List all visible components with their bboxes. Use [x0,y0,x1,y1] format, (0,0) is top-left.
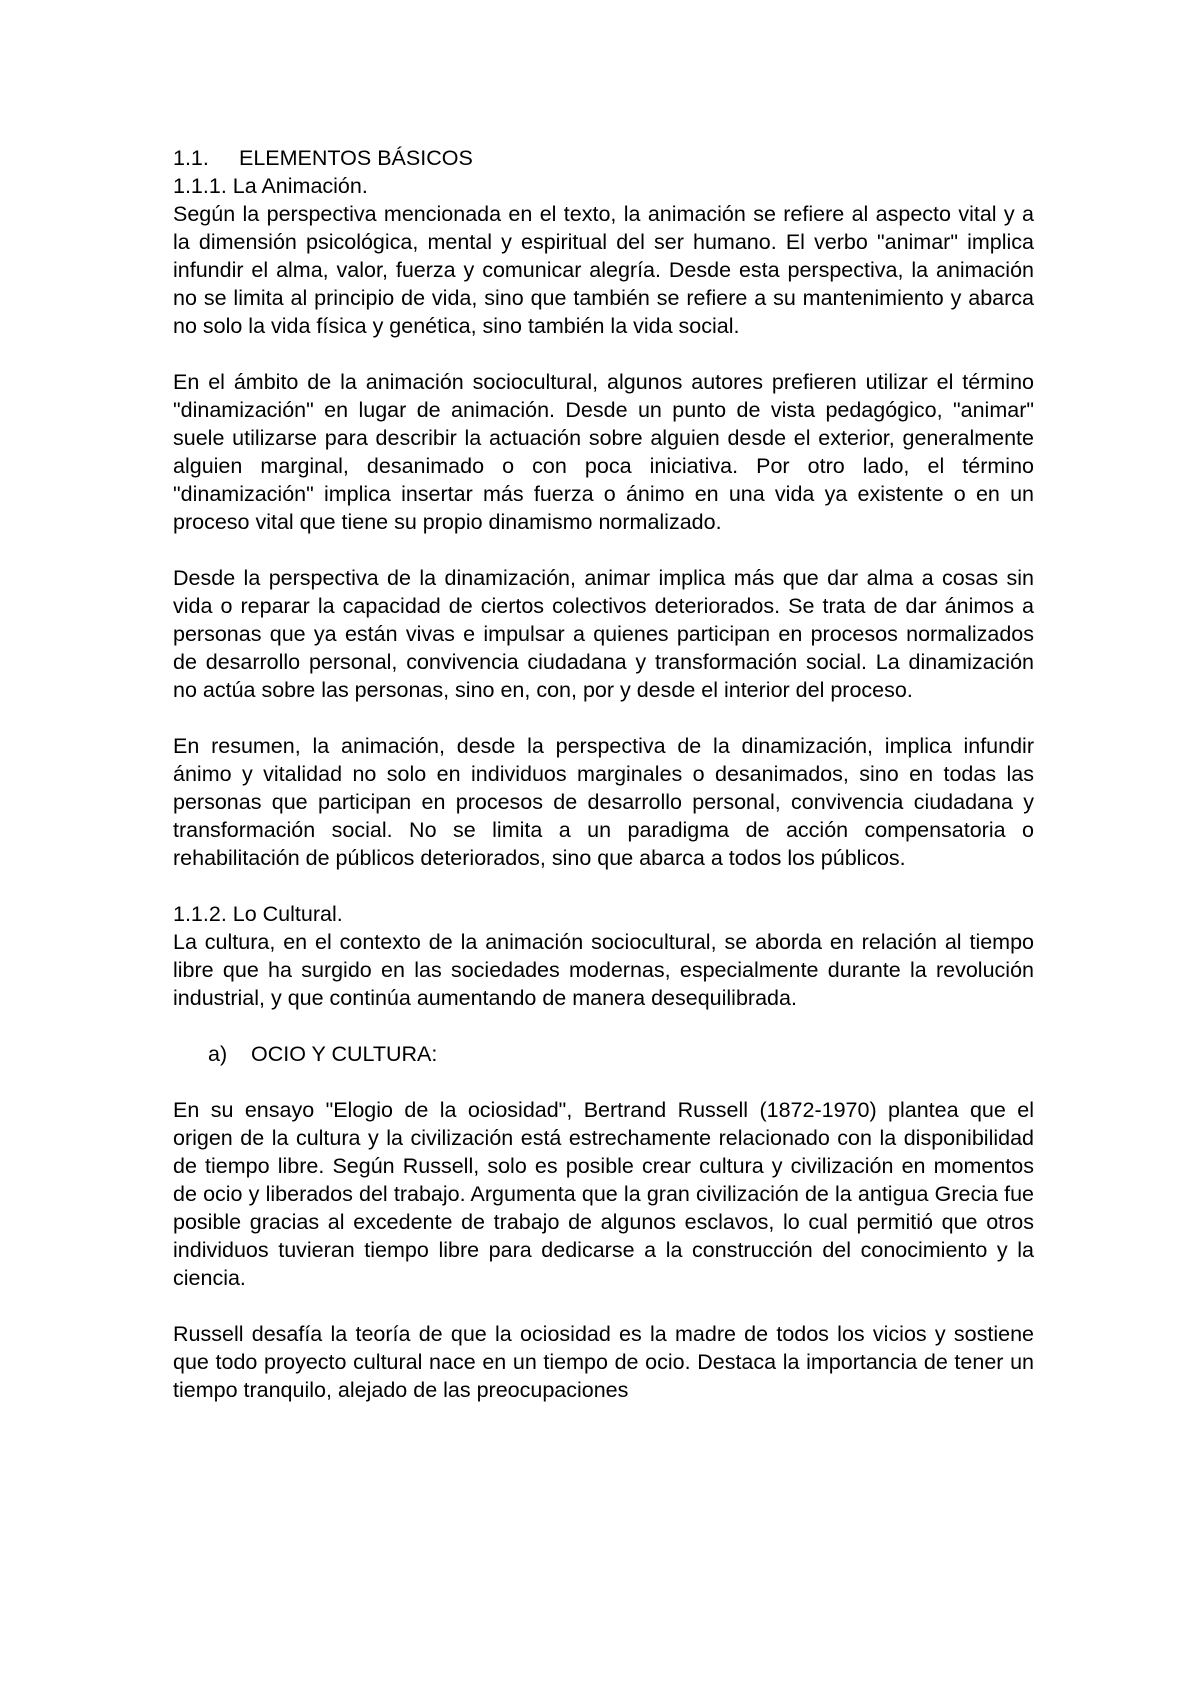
paragraph-spacer [173,1292,1034,1320]
paragraph: En resumen, la animación, desde la perspectiva de la dinamización, implica infundir ánimo y vitalidad no solo en individuos marginales o desanimados, sino en todas las personas que participan en procesos de desarrollo personal, convivencia ciudadana y transformación social. No se limita a un paradigma de acción compensatoria o rehabilitación de públicos deteriorados, sino que abarca a todos los públicos. [173,734,1034,870]
paragraph: La cultura, en el contexto de la animación sociocultural, se aborda en relación al tiempo libre que ha surgido en las sociedades modernas, especialmente durante la revolución industrial, y que continúa aumentando de manera desequilibrada. [173,930,1034,1010]
paragraph-spacer [173,536,1034,564]
list-item-label: OCIO Y CULTURA: [251,1042,438,1066]
section-title: ELEMENTOS BÁSICOS [239,146,473,170]
paragraph: Según la perspectiva mencionada en el texto, la animación se refiere al aspecto vital y a la dimensión psicológica, mental y espiritual del ser humano. El verbo "animar" implica infundir el alma, valor, fuerza y comunicar alegría. Desde esta perspectiva, la animación no se limita al principio de vida, sino que también se refiere a su mantenimiento y abarca no solo la vida física y genética, sino también la vida social. [173,202,1034,338]
list-item-ocio-cultura [173,1040,1034,1068]
paragraph: En su ensayo "Elogio de la ociosidad", Bertrand Russell (1872-1970) plantea que el origen de la cultura y la civilización está estrechamente relacionado con la disponibilidad de tiempo libre. Según Russell, solo es posible crear cultura y civilización en momentos de ocio y liberados del trabajo. Argumenta que la gran civilización de la antigua Grecia fue posible gracias al excedente de trabajo de algunos esclavos, lo cual permitió que otros individuos tuvieran tiempo libre para dedicarse a la construcción del conocimiento y la ciencia. [173,1098,1034,1290]
list-marker: a) [208,1042,228,1066]
subsection-heading-cultural: 1.1.2. Lo Cultural. [173,902,343,926]
paragraph-spacer [173,704,1034,732]
section-heading [173,144,1034,172]
subsection-heading-animacion: 1.1.1. La Animación. [173,174,368,198]
paragraph: Russell desafía la teoría de que la ociosidad es la madre de todos los vicios y sostiene que todo proyecto cultural nace en un tiempo de ocio. Destaca la importancia de tener un tiempo tranquilo, alejado de las preocupaciones [173,1322,1034,1402]
paragraph: Desde la perspectiva de la dinamización, animar implica más que dar alma a cosas sin vida o reparar la capacidad de ciertos colectivos deteriorados. Se trata de dar ánimos a personas que ya están vivas e impulsar a quienes participan en procesos normalizados de desarrollo personal, convivencia ciudadana y transformación social. La dinamización no actúa sobre las personas, sino en, con, por y desde el interior del proceso. [173,566,1034,702]
paragraph-spacer [173,872,1034,900]
paragraph-spacer [173,1068,1034,1096]
paragraph-spacer [173,1012,1034,1040]
paragraph: En el ámbito de la animación sociocultural, algunos autores prefieren utilizar el término "dinamización" en lugar de animación. Desde un punto de vista pedagógico, "animar" suele utilizarse para describir la actuación sobre alguien desde el exterior, generalmente alguien marginal, desanimado o con poca iniciativa. Por otro lado, el término "dinamización" implica insertar más fuerza o ánimo en una vida ya existente o en un proceso vital que tiene su propio dinamismo normalizado. [173,370,1034,534]
section-number: 1.1. [173,146,209,170]
paragraph-spacer [173,340,1034,368]
